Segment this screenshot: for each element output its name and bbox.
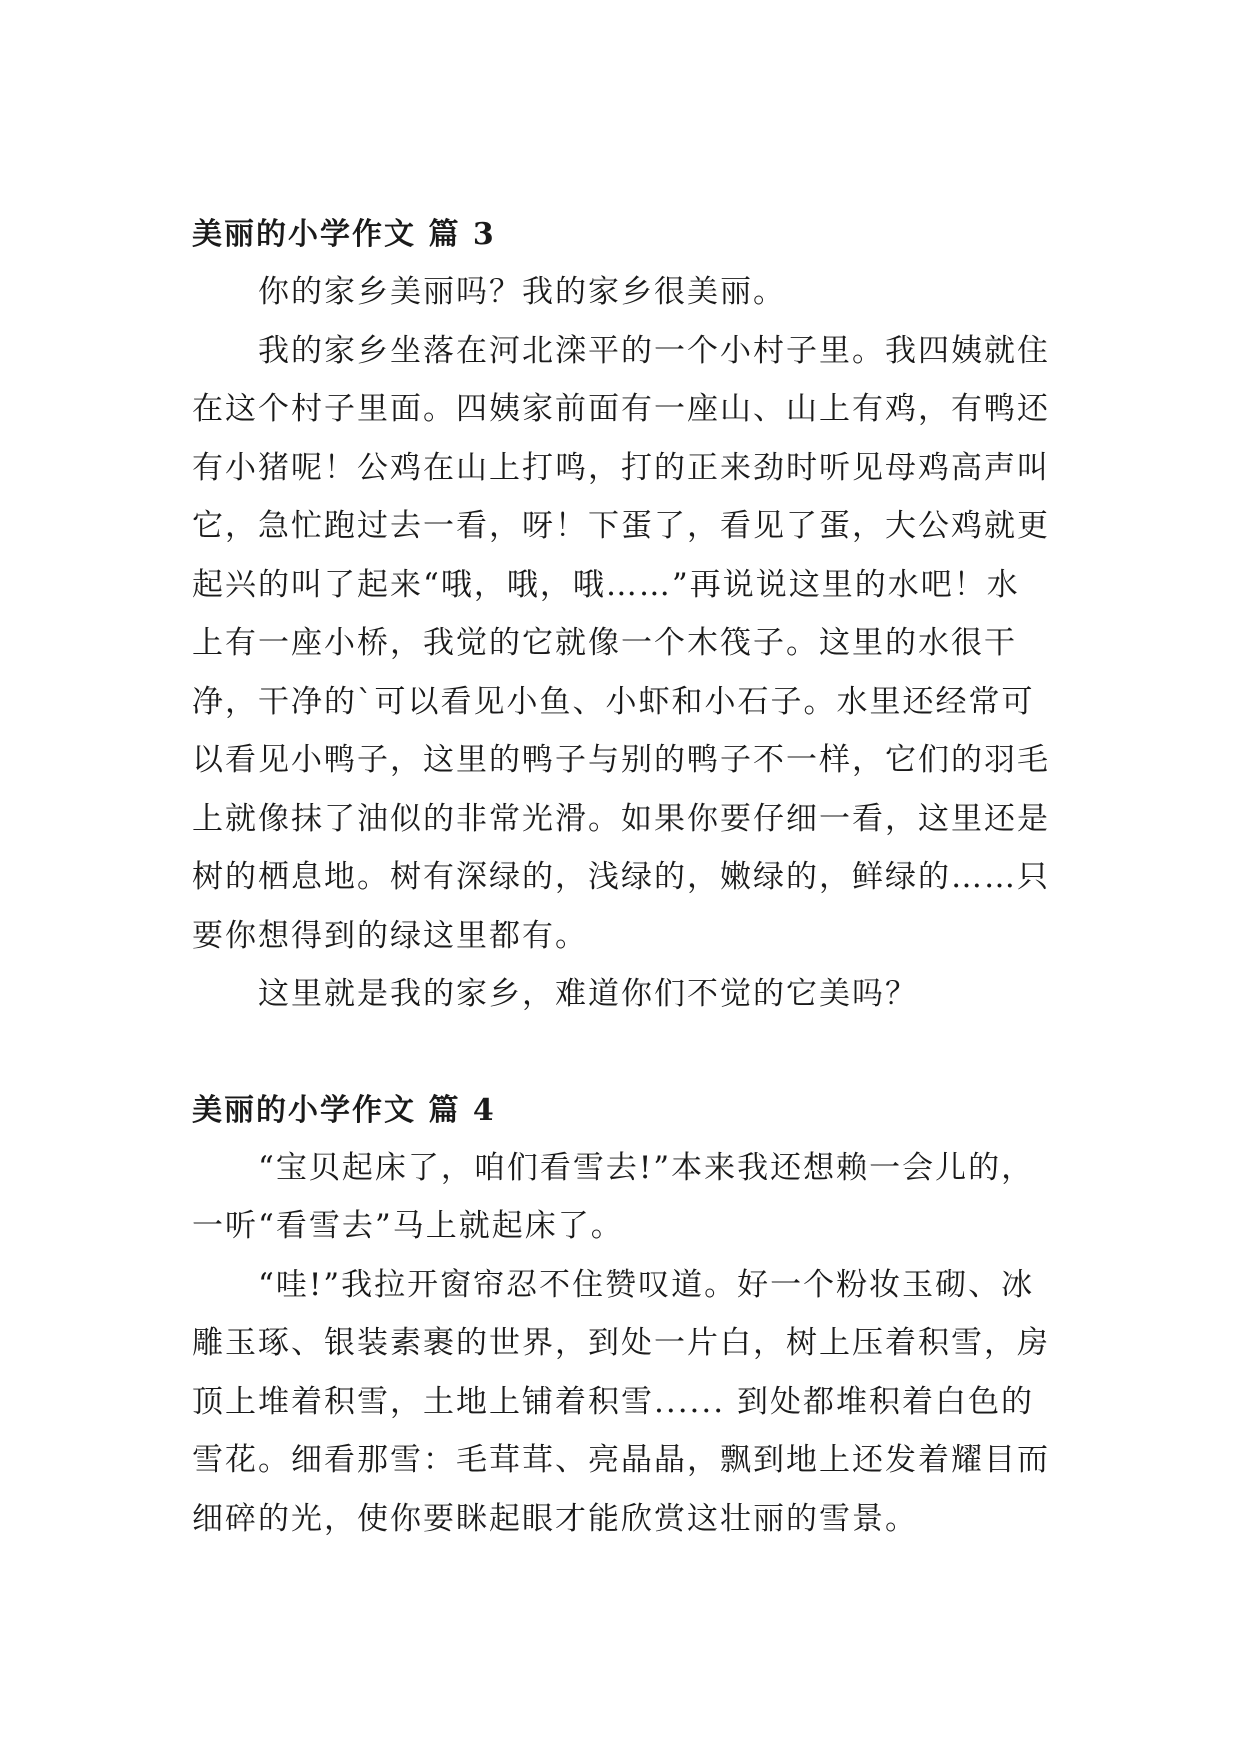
paragraph: “哇!”我拉开窗帘忍不住赞叹道。好一个粉妆玉砌、冰雕玉琢、银装素裹的世界，到处一片白，树上压着积雪，房顶上堆着积雪，土地上铺着积雪...... 到处都堆积着白色的雪花。细看那雪：毛茸茸、亮晶晶，飘到地上还发着耀目而细碎的光，使你要眯起眼才能欣赏这壮丽的雪景。 [192, 1266, 1050, 1537]
section-heading: 美丽的小学作文 篇 4 [192, 1092, 496, 1128]
section-divider-space [192, 1024, 1052, 1091]
paragraph: 你的家乡美丽吗？我的家乡很美丽。 [258, 274, 786, 310]
document-page [192, 215, 1052, 1548]
paragraph: 这里就是我的家乡，难道你们不觉的它美吗？ [258, 976, 918, 1012]
essay-section-4 [192, 1091, 1052, 1549]
section-heading: 美丽的小学作文 篇 3 [192, 217, 496, 252]
paragraph: 我的家乡坐落在河北滦平的一个小村子里。我四姨就住在这个村子里面。四姨家前面有一座山、山上有鸡，有鸭还有小猪呢！公鸡在山上打鸣，打的正来劲时听见母鸡高声叫它，急忙跑过去一看，呀！下蛋了，看见了蛋，大公鸡就更起兴的叫了起来“哦，哦，哦……”再说说这里的水吧！水上有一座小桥，我觉的它就像一个木筏子。这里的水很干净，干净的`可以看见小鱼、小虾和小石子。水里还经常可以看见小鸭子，这里的鸭子与别的鸭子不一样，它们的羽毛上就像抹了油似的非常光滑。如果你要仔细一看，这里还是树的栖息地。树有深绿的，浅绿的，嫩绿的，鲜绿的……只要你想得到的绿这里都有。 [192, 332, 1050, 954]
essay-section-3 [192, 215, 1052, 1024]
paragraph: “宝贝起床了，咱们看雪去!”本来我还想赖一会儿的，一听“看雪去”马上就起床了。 [192, 1149, 1035, 1244]
